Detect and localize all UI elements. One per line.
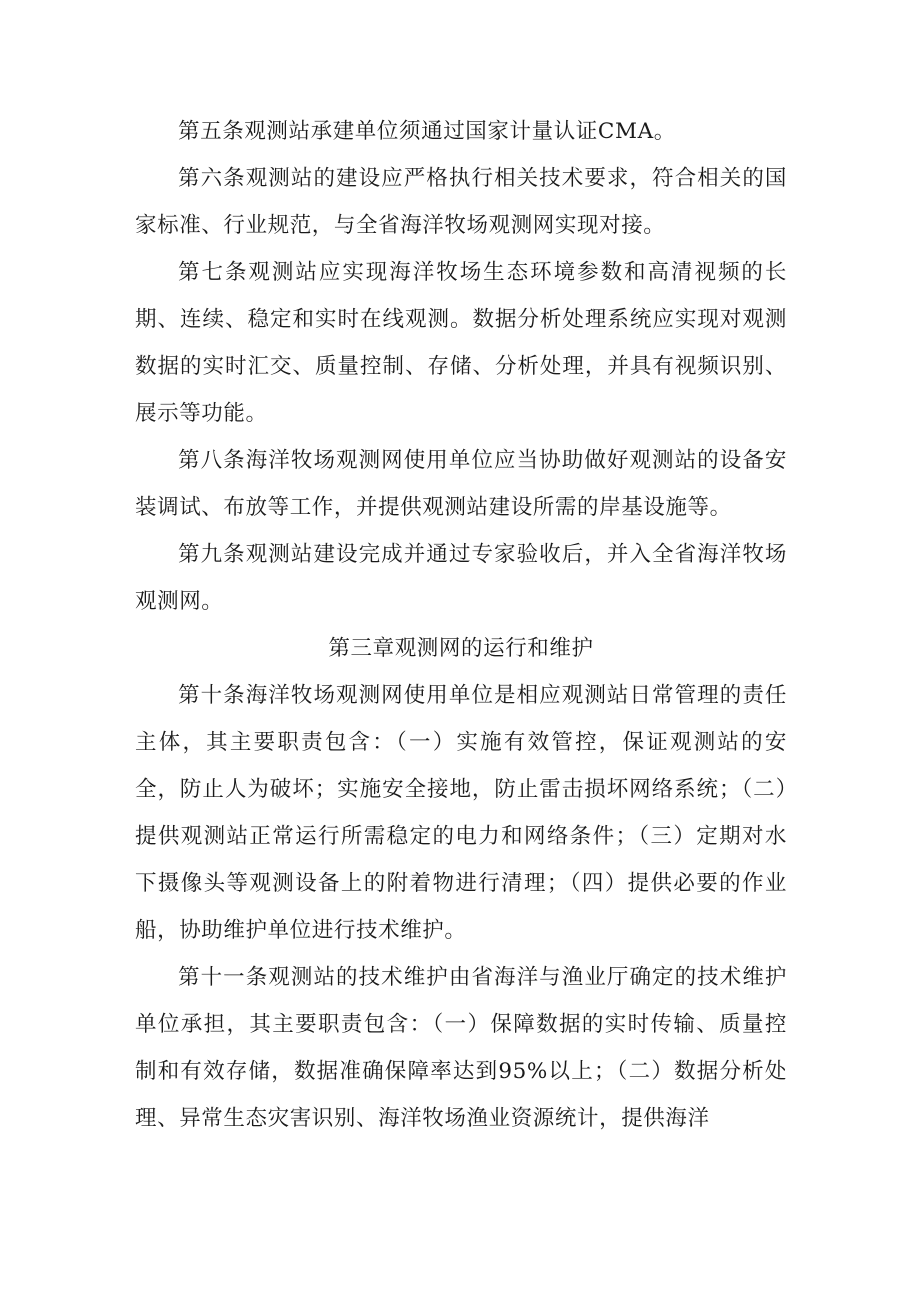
document-page (135, 108, 787, 1142)
paragraph-article-7: 第七条观测站应实现海洋牧场生态环境参数和高清视频的长期、连续、稳定和实时在线观测。数据分析处理系统应实现对观测数据的实时汇交、质量控制、存储、分析处理，并具有视频识别、展示等功能。 (135, 260, 787, 426)
paragraph-article-11: 第十一条观测站的技术维护由省海洋与渔业厅确定的技术维护单位承担，其主要职责包含：（一）保障数据的实时传输、质量控制和有效存储，数据准确保障率达到95%以上；（二）数据分析处理、异常生态灾害识别、海洋牧场渔业资源统计，提供海洋 (135, 965, 787, 1131)
paragraph-article-8: 第八条海洋牧场观测网使用单位应当协助做好观测站的设备安装调试、布放等工作，并提供观测站建设所需的岸基设施等。 (135, 448, 787, 520)
paragraph-article-9: 第九条观测站建设完成并通过专家验收后，并入全省海洋牧场观测网。 (135, 542, 787, 614)
paragraph-article-10: 第十条海洋牧场观测网使用单位是相应观测站日常管理的责任主体，其主要职责包含：（一）实施有效管控，保证观测站的安全，防止人为破坏；实施安全接地，防止雷击损坏网络系统；（二）提供观测站正常运行所需稳定的电力和网络条件；（三）定期对水下摄像头等观测设备上的附着物进行清理；（四）提供必要的作业船，协助维护单位进行技术维护。 (135, 683, 787, 943)
paragraph-article-5: 第五条观测站承建单位须通过国家计量认证CMA。 (178, 119, 676, 144)
paragraph-article-6: 第六条观测站的建设应严格执行相关技术要求，符合相关的国家标准、行业规范，与全省海洋牧场观测网实现对接。 (135, 166, 787, 238)
chapter-heading: 第三章观测网的运行和维护 (328, 636, 594, 661)
